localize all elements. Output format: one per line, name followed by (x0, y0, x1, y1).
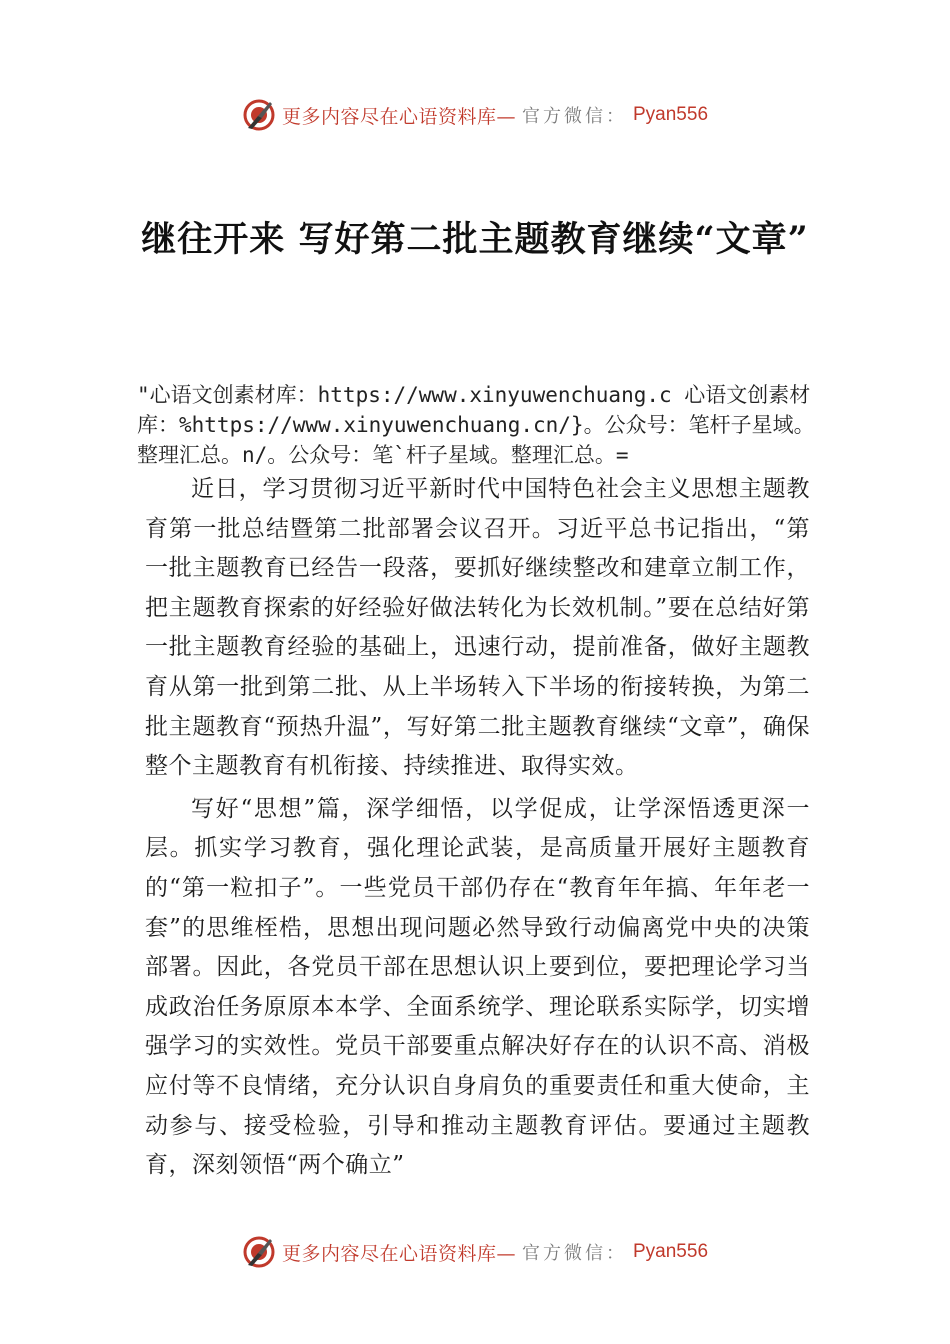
header-banner-text: 更多内容尽在心语资料库— (281, 105, 516, 128)
paragraph-1: 近日，学习贯彻习近平新时代中国特色社会主义思想主题教育第一批总结暨第二批部署会议召开。习近平总书记指出，“第一批主题教育已经告一段落，要抓好继续整改和建章立制工作，把主题教育探索的好经验好做法转化为长效机制。”要在总结好第一批主题教育经验的基础上，迅速行动，提前准备，做好主题教育从第一批到第二批、从上半场转入下半场的衔接转换，为第二批主题教育“预热升温”，写好第二批主题教育继续“文章”，确保整个主题教育有机衔接、持续推进、取得实效。 (145, 476, 810, 780)
header-banner (0, 95, 950, 135)
footer-wechat-id: Pyan556 (633, 1241, 709, 1262)
footer-wechat-label: 官方微信： (522, 1243, 627, 1264)
document-title: 继往开来 写好第二批主题教育继续“文章” (141, 219, 809, 260)
footer-banner (0, 1232, 950, 1272)
header-wechat-id: Pyan556 (633, 104, 709, 125)
footer-banner-text: 更多内容尽在心语资料库— (281, 1242, 516, 1265)
quill-logo-icon (242, 98, 276, 132)
document-body (145, 470, 810, 1189)
paragraph-2: 写好“思想”篇，深学细悟，以学促成，让学深悟透更深一层。抓实学习教育，强化理论武装，是高质量开展好主题教育的“第一粒扣子”。一些党员干部仍存在“教育年年搞、年年老一套”的思维桎梏，思想出现问题必然导致行动偏离党中央的决策部署。因此，各党员干部在思想认识上要到位，要把理论学习当成政治任务原原本本学、全面系统学、理论联系实际学，切实增强学习的实效性。党员干部要重点解决好存在的认识不高、消极应付等不良情绪，充分认识自身肩负的重要责任和重大使命，主动参与、接受检验，引导和推动主题教育评估。要通过主题教育，深刻领悟“两个确立” (145, 795, 810, 1179)
quill-logo-icon (242, 1235, 276, 1269)
header-wechat-label: 官方微信： (522, 106, 627, 127)
source-note: "心语文创素材库：https://www.xinyuwenchuang.c 心语文创素材库：%https://www.xinyuwenchuang.cn/}。公众号：笔杆子星域。整理汇总。n/。公众号：笔`杆子星域。整理汇总。= (137, 383, 815, 467)
